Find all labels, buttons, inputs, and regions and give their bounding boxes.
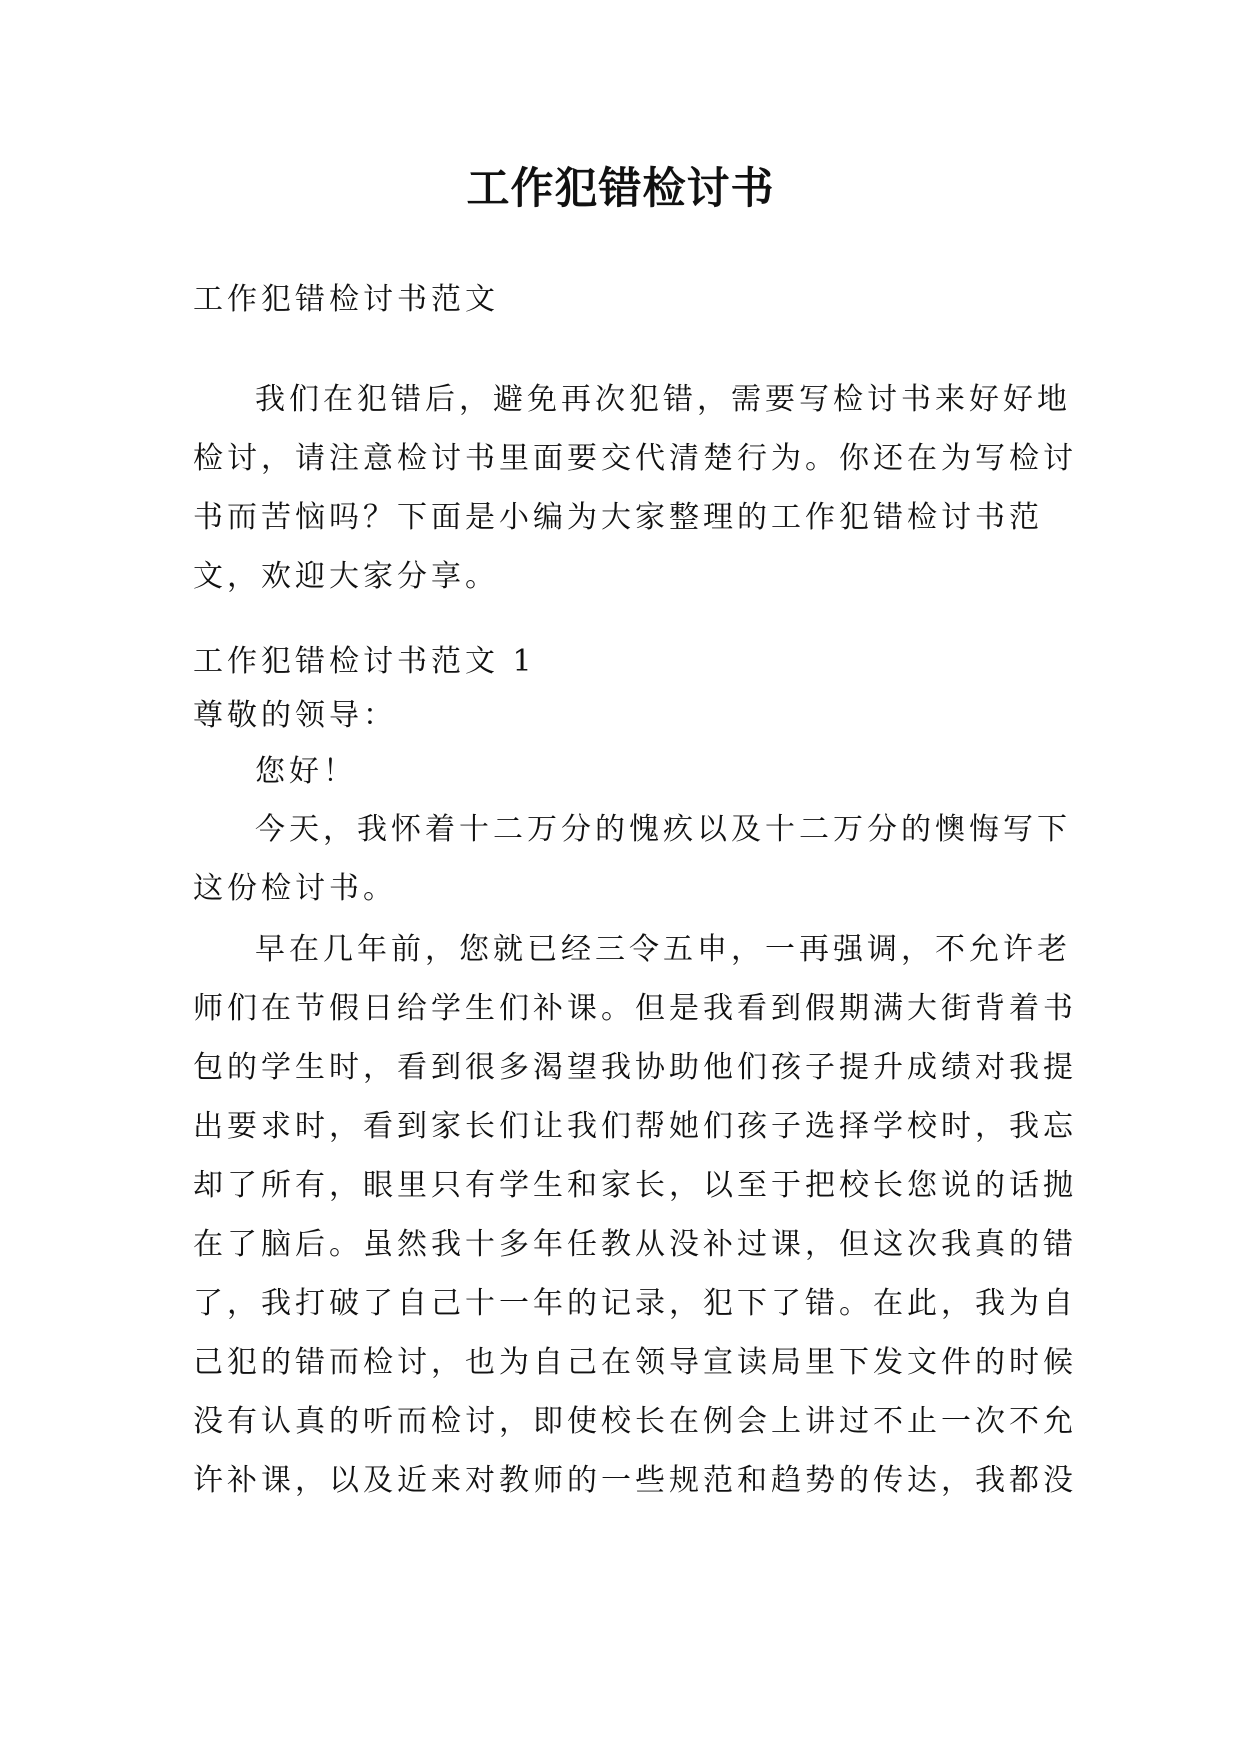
intro-line: 书而苦恼吗？下面是小编为大家整理的工作犯错检讨书范 (193, 500, 1043, 535)
paragraph-line: 出要求时，看到家长们让我们帮她们孩子选择学校时，我忘 (193, 1109, 1077, 1144)
subtitle-text: 工作犯错检讨书范文 (193, 282, 499, 317)
document-subtitle (193, 270, 1055, 329)
document-title: 工作犯错检讨书 (466, 164, 775, 214)
greeting-text: 您好！ (255, 754, 357, 789)
paragraph-line: 没有认真的听而检讨，即使校长在例会上讲过不止一次不允 (193, 1404, 1077, 1439)
intro-line: 我们在犯错后，避免再次犯错，需要写检讨书来好好地 (255, 382, 1071, 417)
intro-paragraph (193, 370, 1077, 606)
paragraph-line: 这份检讨书。 (193, 871, 397, 906)
paragraph-line: 己犯的错而检讨，也为自己在领导宣读局里下发文件的时候 (193, 1345, 1077, 1380)
paragraph-line: 在了脑后。虽然我十多年任教从没补过课，但这次我真的错 (193, 1227, 1077, 1262)
salutation (193, 686, 1055, 745)
intro-line: 检讨，请注意检讨书里面要交代清楚行为。你还在为写检讨 (193, 441, 1077, 476)
paragraph-line: 早在几年前，您就已经三令五申，一再强调，不允许老 (255, 932, 1071, 967)
paragraph-line: 许补课，以及近来对教师的一些规范和趋势的传达，我都没 (193, 1463, 1077, 1498)
section-heading (193, 632, 1055, 691)
paragraph-line: 包的学生时，看到很多渴望我协助他们孩子提升成绩对我提 (193, 1050, 1077, 1085)
paragraph-line: 了，我打破了自己十一年的记录，犯下了错。在此，我为自 (193, 1286, 1077, 1321)
paragraph-line: 今天，我怀着十二万分的愧疚以及十二万分的懊悔写下 (255, 812, 1071, 847)
paragraph-line: 却了所有，眼里只有学生和家长，以至于把校长您说的话抛 (193, 1168, 1077, 1203)
greeting (193, 742, 1055, 801)
section-heading-text: 工作犯错检讨书范文 1 (193, 644, 536, 679)
paragraph-2 (193, 920, 1077, 1510)
salutation-text: 尊敬的领导： (193, 698, 397, 733)
paragraph-1 (193, 800, 1071, 918)
paragraph-line: 师们在节假日给学生们补课。但是我看到假期满大街背着书 (193, 991, 1077, 1026)
intro-line: 文，欢迎大家分享。 (193, 559, 499, 594)
